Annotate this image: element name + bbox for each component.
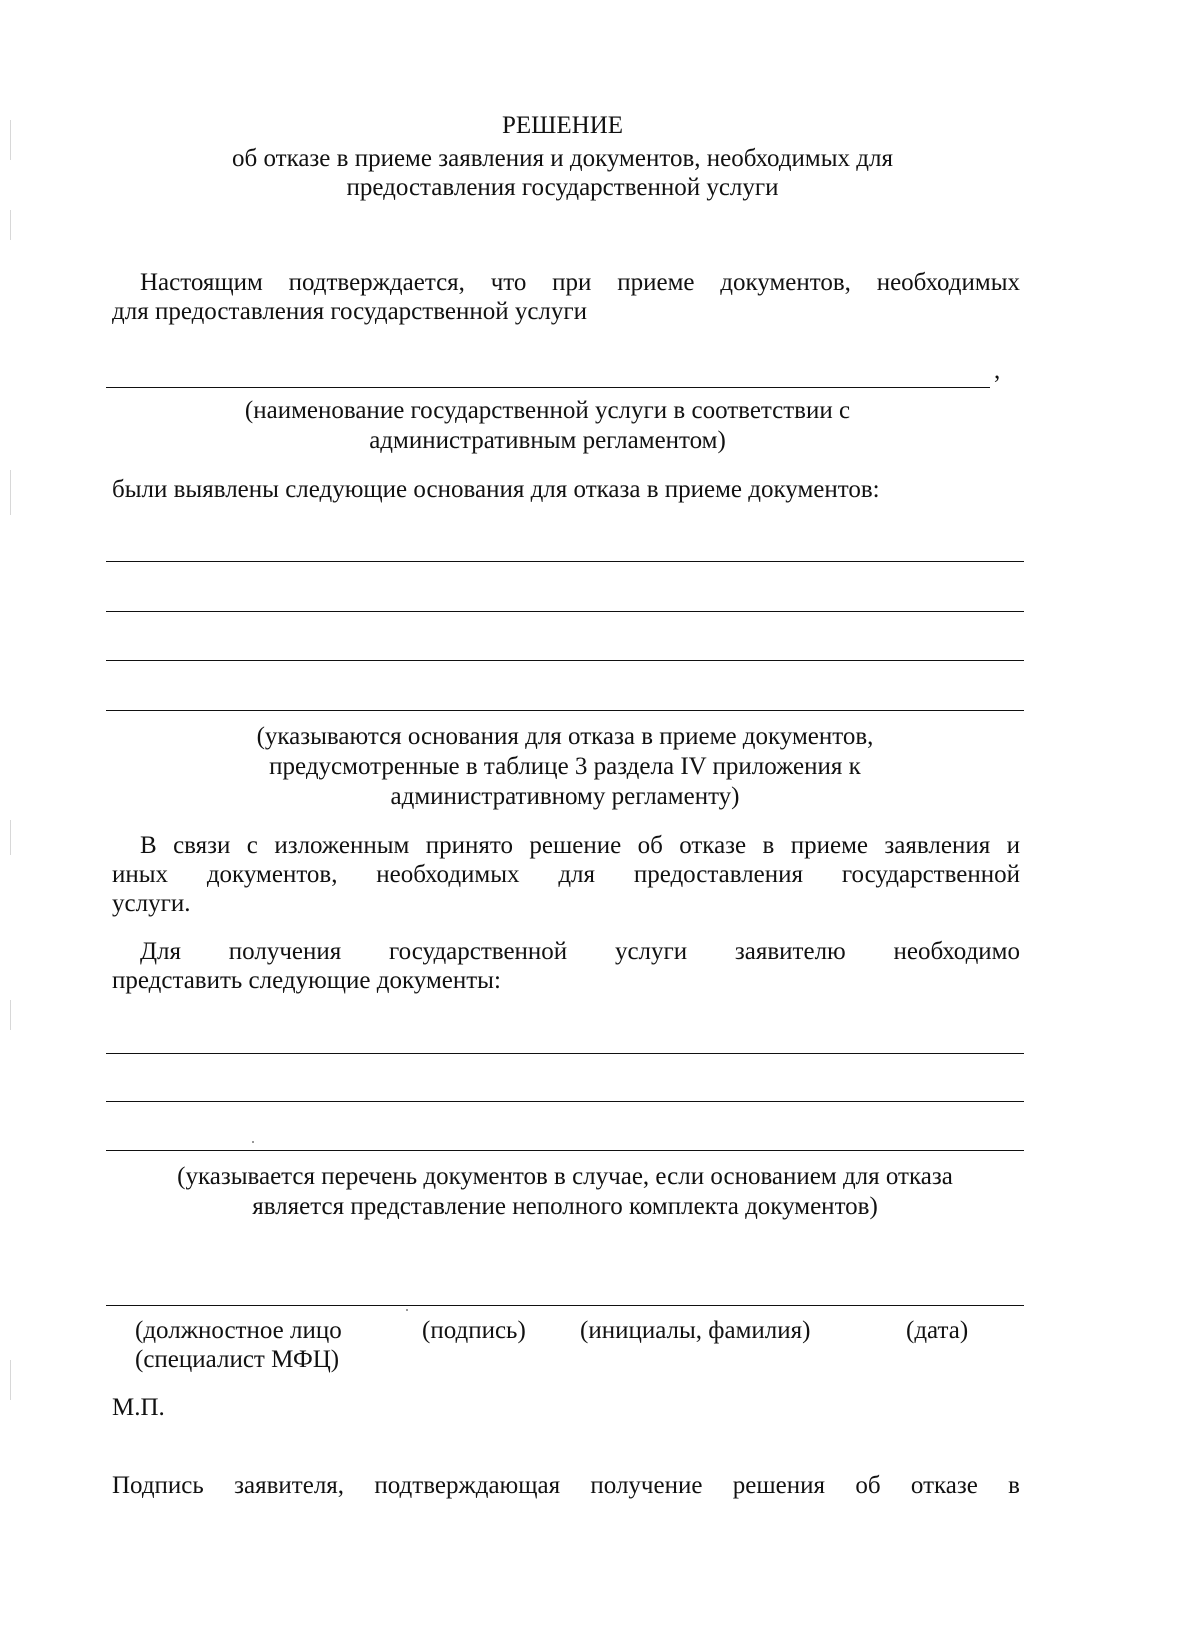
grounds-hint-line3: административному регламенту) xyxy=(390,783,740,810)
document-title: РЕШЕНИЕ xyxy=(501,112,624,139)
grounds-field-line-1[interactable] xyxy=(106,561,1024,562)
documents-hint-line2: является представление неполного комплекта документов) xyxy=(252,1193,878,1220)
decision-line3: услуги. xyxy=(112,890,191,917)
intro-line2: для предоставления государственной услуги xyxy=(112,298,588,325)
scan-edge-mark xyxy=(10,1360,11,1400)
document-subtitle-line2: предоставления государственной услуги xyxy=(346,174,779,201)
service-name-field-line[interactable] xyxy=(106,387,990,388)
signature-date-label: (дата) xyxy=(906,1317,969,1344)
signature-signature-label: (подпись) xyxy=(422,1317,526,1344)
scan-edge-mark xyxy=(10,820,11,855)
service-name-field-comma: , xyxy=(994,357,1001,384)
scan-edge-mark xyxy=(10,1000,11,1030)
signature-official-line1: (должностное лицо xyxy=(135,1317,342,1344)
service-name-hint-line2: административным регламентом) xyxy=(369,427,726,454)
service-name-hint-line1: (наименование государственной услуги в соответствии с xyxy=(244,397,851,424)
grounds-hint-line2: предусмотренные в таблице 3 раздела IV приложения к xyxy=(269,753,861,780)
grounds-intro: были выявлены следующие основания для отказа в приеме документов: xyxy=(112,476,880,503)
grounds-field-line-2[interactable] xyxy=(106,611,1024,612)
grounds-field-line-4[interactable] xyxy=(106,710,1024,711)
signature-field-line[interactable] xyxy=(106,1305,1024,1306)
intro-line1: Настоящим подтверждается, что при приеме документов, необходимых xyxy=(140,269,1020,296)
scan-edge-mark xyxy=(10,470,11,515)
grounds-field-line-3[interactable] xyxy=(106,660,1024,661)
scan-speck xyxy=(252,1141,254,1143)
documents-line1: Для получения государственной услуги заявителю необходимо xyxy=(140,938,1020,965)
grounds-hint-line1: (указываются основания для отказа в приеме документов, xyxy=(256,723,874,750)
signature-official-line2: (специалист МФЦ) xyxy=(135,1346,340,1373)
documents-field-line-3[interactable] xyxy=(106,1150,1024,1151)
seal-label: М.П. xyxy=(112,1394,165,1421)
documents-field-line-2[interactable] xyxy=(106,1101,1024,1102)
decision-line1: В связи с изложенным принято решение об отказе в приеме заявления и xyxy=(140,832,1020,859)
scan-speck xyxy=(406,1309,408,1311)
scan-edge-mark xyxy=(10,210,11,240)
decision-line2: иных документов, необходимых для предоставления государственной xyxy=(112,861,1020,888)
signature-initials-label: (инициалы, фамилия) xyxy=(580,1317,811,1344)
documents-hint-line1: (указывается перечень документов в случае, если основанием для отказа xyxy=(177,1163,953,1190)
document-subtitle-line1: об отказе в приеме заявления и документов, необходимых для xyxy=(232,145,893,172)
applicant-confirmation-line: Подпись заявителя, подтверждающая получение решения об отказе в xyxy=(112,1472,1020,1499)
documents-line2: представить следующие документы: xyxy=(112,967,501,994)
documents-field-line-1[interactable] xyxy=(106,1053,1024,1054)
